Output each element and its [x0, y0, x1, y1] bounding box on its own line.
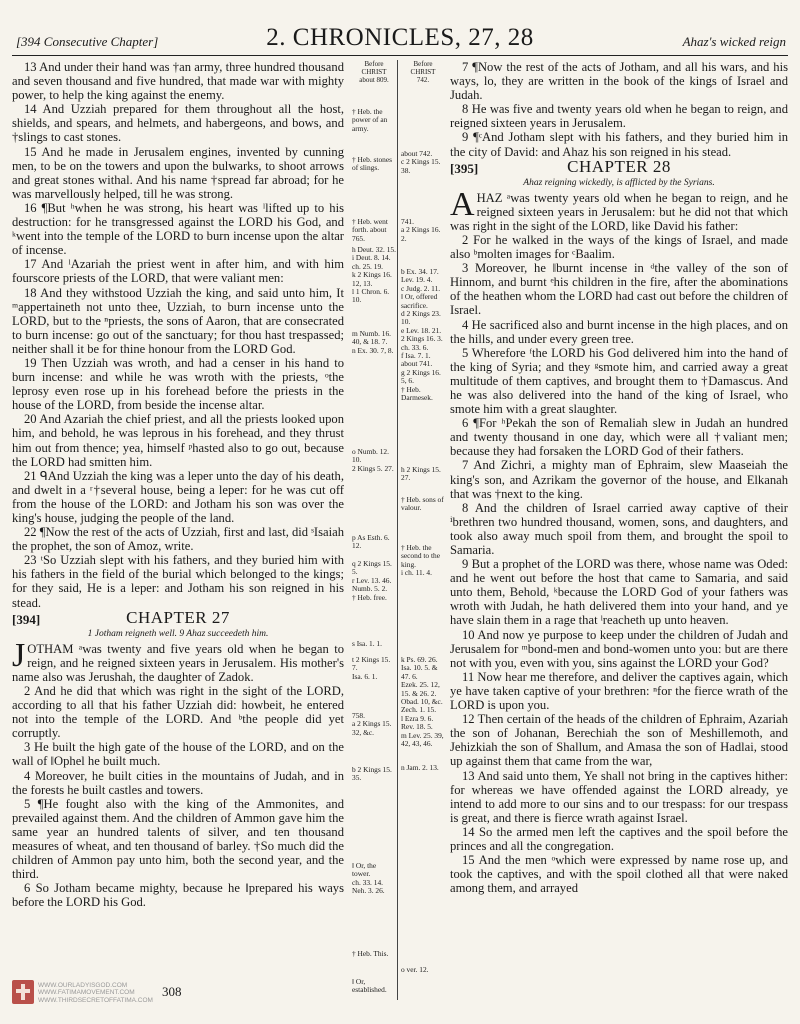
- chapter-27-title: CHAPTER 27: [126, 607, 230, 627]
- chapter-27-summary: 1 Jotham reigneth well. 9 Ahaz succeedeth him.: [87, 628, 269, 639]
- verse-list-chapter-26: [12, 60, 344, 610]
- verse: 3 He built the high gate of the house of the LORD, and on the wall of ‖Ophel he built much.: [12, 740, 344, 769]
- margin-note: ‖ Or, the tower. ch. 33. 14. Neh. 3. 26.: [352, 861, 385, 896]
- verse: 16 ¶But ʰwhen he was strong, his heart was ˡlifted up to his destruction: for he transgressed against the LORD his God, and ᵏwent into the temple of the LORD to burn incense upon the altar of incense.: [12, 200, 344, 258]
- margin-note: p As Esth. 6. 12.: [352, 533, 390, 551]
- chapter-27-heading: [12, 607, 344, 629]
- verse: 5 ¶He fought also with the king of the Ammonites, and prevailed against them. And the children of Ammon gave him the same year an hundred talents of silver, and ten thousand measures of wheat, and ten thousand of barley. †So much did the children of Ammon pay unto him, both the second year, and the third.: [12, 796, 344, 882]
- verse-text: HAZ ᵃwas twenty years old when he began to reign, and he reigned sixteen years in Jerusalem: but he did not that which was right in the sight of the LORD, like David his father:: [450, 190, 788, 233]
- verse: 12 Then certain of the heads of the children of Ephraim, Azariah the son of Johanan, Berechiah the son of Meshillemoth, and Jehizkiah the son of Shallum, and Amasa the son of Hadlai, stood up against them that came from the war,: [450, 712, 788, 769]
- verse: 6 ¶For ʰPekah the son of Remaliah slew in Judah an hundred and twenty thousand in one day, which were all †valiant men; because they had forsaken the LORD God of their fathers.: [450, 416, 788, 459]
- margin-note: † Heb. This.: [352, 949, 389, 958]
- chapter-28-summary: Ahaz reigning wickedly, is afflicted by the Syrians.: [523, 177, 715, 188]
- margin-note: h 2 Kings 15. 27.: [401, 465, 441, 483]
- verse: 4 He sacrificed also and burnt incense in the high places, and on the hills, and under every green tree.: [450, 317, 788, 346]
- cross-logo-icon: [12, 980, 34, 1004]
- verse: 18 And they withstood Uzziah the king, and said unto him, It ᵐappertaineth not unto thee, Uzziah, to burn incense unto the LORD, but to the ⁿpriests, the sons of Aaron, that are consecrated to burn incense: go out of the sanctuary; for thou hast trespassed; neither shall it be for thine honour from the LORD God.: [12, 285, 344, 356]
- verse: 22 ¶Now the rest of the acts of Uzziah, first and last, did ˢIsaiah the prophet, the son of Amoz, write.: [12, 525, 344, 554]
- margin-date-left: Before CHRIST about 809.: [359, 60, 389, 84]
- left-text-column: [12, 60, 344, 909]
- verse: 15 And the men ᵒwhich were expressed by name rose up, and took the captives, and with the spoil clothed all that were naked among them, and arrayed: [450, 853, 788, 896]
- margin-note: 741. a 2 Kings 16. 2.: [401, 217, 441, 243]
- margin-note: s Isa. 1. 1.: [352, 639, 382, 648]
- margin-note: b Ex. 34. 17. Lev. 19. 4. c Judg. 2. 11. ‖ Or, offered sacrifice. d 2 Kings 23. 10. e Lev. 18. 21. 2 Kings 16. 3. ch. 33. 6. f Isa. 7. 1. about 741. g 2 Kings 16. 5, 6. † Heb. Darmesek.: [401, 267, 443, 403]
- margin-note: t 2 Kings 15. 7. Isa. 6. 1.: [352, 655, 391, 681]
- margin-note: o ver. 12.: [401, 965, 429, 974]
- verse-text: OTHAM ᵃwas twenty and five years old when he began to reign, and he reigned sixteen years in Jerusalem. His mother's name also was Jerushah, the daughter of Zadok.: [12, 641, 344, 684]
- margin-references: [352, 60, 444, 1000]
- chapter-28-heading: [450, 156, 788, 178]
- margin-note: † Heb. the second to the king. i ch. 11. 4.: [401, 543, 440, 578]
- verse: 17 And ˡAzariah the priest went in after him, and with him fourscore priests of the LORD, that were valiant men:: [12, 257, 344, 286]
- verse: 2 And he did that which was right in the sight of the LORD, according to all that his father Uzziah did: howbeit, he entered not into the temple of the LORD. And ᵇthe people did yet corruptly.: [12, 683, 344, 741]
- margin-note: about 742. c 2 Kings 15. 38.: [401, 149, 441, 175]
- verse: 9 But a prophet of the LORD was there, whose name was Oded: and he went out before the host that came to Samaria, and said unto them, Behold, ᵏbecause the LORD God of your fathers was wroth with Judah, he hath delivered them into your hand, and ye have slain them in a rage that ˡreacheth up unto heaven.: [450, 557, 788, 628]
- margin-divider: [397, 60, 398, 1000]
- verse: 23 ᵗSo Uzziah slept with his fathers, and they buried him with his fathers in the field of the burial which belonged to the kings; for they said, He is a leper: and Jotham his son reigned in his stead.: [12, 553, 344, 610]
- website-urls: [38, 982, 153, 1004]
- verse: 14 So the armed men left the captives and the spoil before the princes and all the congregation.: [450, 824, 788, 853]
- verse: 21 ᑫAnd Uzziah the king was a leper unto the day of his death, and dwelt in a ʳ†several house, being a leper: for he was cut off from the house of the LORD: and Jotham his son was over the king's house, judging the people of the land.: [12, 468, 344, 525]
- margin-note: k Ps. 69. 26. Isa. 10. 5. & 47. 6. Ezek. 25. 12, 15. & 26. 2. Obad. 10, &c. Zech. 1. 15. l Ezra 9. 6. Rev. 18. 5. m Lev. 25. 39, 42, 43, 46.: [401, 655, 444, 749]
- running-header: [12, 22, 788, 56]
- margin-note: m Numb. 16. 40, & 18. 7. n Ex. 30. 7, 8.: [352, 329, 394, 355]
- chapter-28-verse-1: [450, 185, 788, 233]
- page-footer: [12, 980, 272, 1004]
- margin-note: b 2 Kings 15. 35.: [352, 765, 392, 783]
- drop-cap: A: [450, 185, 475, 223]
- margin-note: o Numb. 12. 10. 2 Kings 5. 27.: [352, 447, 394, 473]
- url-link[interactable]: WWW.THIRDSECRETOFFATIMA.COM: [38, 996, 153, 1004]
- drop-cap: J: [12, 636, 26, 674]
- verse: 15 And he made in Jerusalem engines, invented by cunning men, to be on the towers and upon the bulwarks, to shoot arrows and great stones withal. And his name †spread far abroad; for he was marvellously helped, till he was strong.: [12, 144, 344, 201]
- verse: 20 And Azariah the chief priest, and all the priests looked upon him, and behold, he was leprous in his forehead, and they thrust him out from thence; yea, himself ᵖhasted also to go out, because the LORD had smitten him.: [12, 412, 344, 469]
- margin-note: † Heb. stones of slings.: [352, 155, 393, 173]
- verse: 2 For he walked in the ways of the kings of Israel, and made also ᵇmolten images for ᶜBaalim.: [450, 232, 788, 262]
- verse: 7 ¶Now the rest of the acts of Jotham, and all his wars, and his ways, lo, they are written in the book of the kings of Israel and Judah.: [450, 60, 788, 103]
- right-text-column: [450, 60, 788, 895]
- margin-note: h Deut. 32. 15. i Deut. 8. 14. ch. 25. 19. k 2 Kings 16. 12, 13. l 1 Chron. 6. 10.: [352, 245, 396, 305]
- margin-date-right: Before CHRIST 742.: [410, 60, 436, 84]
- margin-note: q 2 Kings 15. 5. r Lev. 13. 46. Numb. 5. 2. † Heb. free.: [352, 559, 392, 602]
- url-link[interactable]: WWW.OURLADYISGOD.COM: [38, 982, 128, 989]
- margin-note: n Jam. 2. 13.: [401, 763, 439, 772]
- verse: 13 And said unto them, Ye shall not bring in the captives hither: for whereas we have offended against the LORD already, ye intend to add more to our sins and to our trespass: for our trespass is great, and there is fierce wrath against Israel.: [450, 768, 788, 825]
- verse: 13 And under their hand was †an army, three hundred thousand and seven thousand and five hundred, that made war with mighty power, to help the king against the enemy.: [12, 60, 344, 103]
- header-chapter-count: [394 Consecutive Chapter]: [16, 34, 159, 49]
- page-number: 308: [162, 984, 182, 999]
- verse: 11 Now hear me therefore, and deliver the captives again, which ye have taken captive of your brethren: ⁿfor the fierce wrath of the LORD is upon you.: [450, 669, 788, 713]
- chapter-28-title: CHAPTER 28: [567, 156, 671, 176]
- verse: 7 And Zichri, a mighty man of Ephraim, slew Maaseiah the king's son, and Azrikam the governor of the house, and Elkanah that was †next to the king.: [450, 458, 788, 501]
- verse: 4 Moreover, he built cities in the mountains of Judah, and in the forests he built castles and towers.: [12, 768, 344, 797]
- verse: 14 And Uzziah prepared for them throughout all the host, shields, and spears, and helmets, and habergeons, and bows, and †slings to cast stones.: [12, 102, 344, 145]
- margin-note: † Heb. the power of an army.: [352, 107, 388, 133]
- margin-note: † Heb. sons of valour.: [401, 495, 444, 513]
- margin-note: † Heb. went forth. about 765.: [352, 217, 388, 243]
- verse: 8 He was five and twenty years old when he began to reign, and reigned sixteen years in Jerusalem.: [450, 102, 788, 131]
- chapter-27-consecutive-number: [394]: [12, 611, 41, 627]
- verse: 5 Wherefore ᶠthe LORD his God delivered him into the hand of the king of Syria; and they ᵍsmote him, and carried away a great multitude of them captives, and brought them to †Damascus. And he was also delivered into the hand of the king of Israel, who smote him with a great slaughter.: [450, 345, 788, 417]
- margin-note: 758. a 2 Kings 15. 32, &c.: [352, 711, 392, 737]
- verse: 6 So Jotham became mighty, because he ‖prepared his ways before the LORD his God.: [12, 881, 344, 910]
- verse: 19 Then Uzziah was wroth, and had a censer in his hand to burn incense: and while he was wroth with the priests, ᵒthe leprosy even rose up in his forehead before the priests in the house of the LORD, from beside the incense altar.: [12, 355, 344, 413]
- margin-note: ‖ Or, established.: [352, 977, 387, 995]
- verse: 9 ¶ᶜAnd Jotham slept with his fathers, and they buried him in the city of David: and Ahaz his son reigned in his stead.: [450, 130, 788, 159]
- chapter-27-verse-1: [12, 636, 344, 684]
- url-link[interactable]: WWW.FATIMAMOVEMENT.COM: [38, 989, 135, 997]
- chapter-28-consecutive-number: [395]: [450, 160, 479, 176]
- bible-page: [12, 22, 788, 1002]
- verse: 10 And now ye purpose to keep under the children of Judah and Jerusalem for ᵐbond-men and bond-women unto you: but are there not with you, even with you, sins against the LORD your God?: [450, 627, 788, 670]
- verse: 8 And the children of Israel carried away captive of their ⁱbrethren two hundred thousand, women, sons, and daughters, and took also away much spoil from them, and brought the spoil to Samaria.: [450, 500, 788, 557]
- header-book-title: 2. CHRONICLES, 27, 28: [266, 24, 534, 51]
- header-topic: Ahaz's wicked reign: [682, 34, 786, 49]
- verse: 3 Moreover, he ‖burnt incense in ᵈthe valley of the son of Hinnom, and burnt ᵉhis children in the fire, after the abominations of the heathen whom the LORD had cast out before the children of Israel.: [450, 261, 788, 318]
